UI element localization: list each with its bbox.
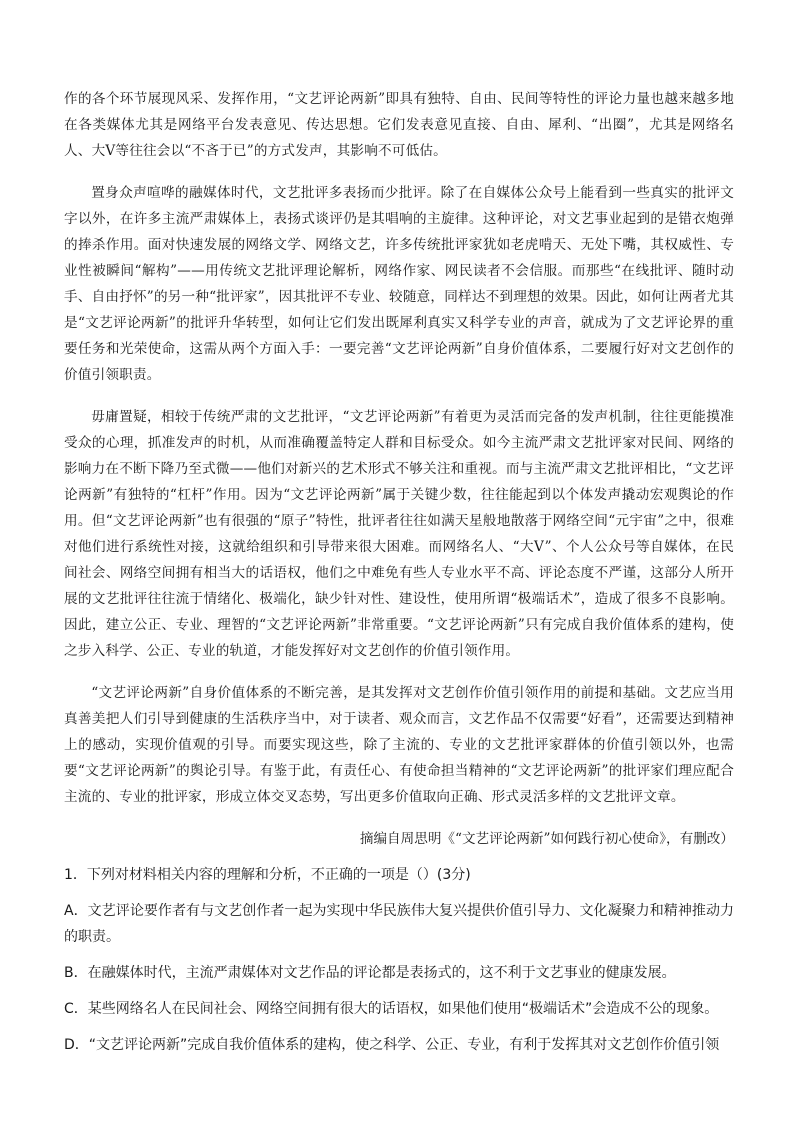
passage-paragraph-1: 作的各个环节展现风采、发挥作用，“文艺评论两新”即具有独特、自由、民间等特性的评论力量也越来越多地在各类媒体尤其是网络平台发表意见、传达思想。它们发表意见直接、自由、犀利、“出圈”，尤其是网络名人、大V等往往会以“不吝于已”的方式发声，其影响不可低估。 bbox=[64, 91, 734, 159]
passage-paragraph-4: “文艺评论两新”自身价值体系的不断完善，是其发挥对文艺创作价值引领作用的前提和基础。文艺应当用真善美把人们引导到健康的生活秩序当中，对于读者、观众而言，文艺作品不仅需要“好看”，还需要达到精神上的感动，实现价值观的引导。而要实现这些，除了主流的、专业的文艺批评家群体的价值引领以外，也需要“文艺评论两新”的舆论引导。有鉴于此，有责任心、有使命担当精神的“文艺评论两新”的批评家们理应配合主流的、专业的批评家，形成立体交叉态势，写出更多价值取向正确、形式灵活多样的文艺批评文章。 bbox=[64, 685, 734, 805]
option-c: C．某些网络名人在民间社会、网络空间拥有很大的话语权，如果他们使用“极端话术”会造成不公的现象。 bbox=[64, 1001, 719, 1017]
passage-paragraph-3: 毋庸置疑，相较于传统严肃的文艺批评，“文艺评论两新”有着更为灵活而完备的发声机制，往往更能摸准受众的心理，抓准发声的时机，从而准确覆盖特定人群和目标受众。如今主流严肃文艺批评家对民间、网络的影响力在不断下降乃至式微——他们对新兴的艺术形式不够关注和重视。而与主流严肃文艺批评相比，“文艺评论两新”有独特的“杠杆”作用。因为“文艺评论两新”属于关键少数，往往能起到以个体发声撬动宏观舆论的作用。但“文艺评论两新”也有很强的“原子”特性，批评者往往如满天星般地散落于网络空间“元宇宙”之中，很难对他们进行系统性对接，这就给组织和引导带来很大困难。而网络名人、“大V”、个人公众号等自媒体，在民间社会、网络空间拥有相当大的话语权，他们之中难免有些人专业水平不高、评论态度不严谨，这部分人所开展的文艺批评往往流于情绪化、极端化，缺少针对性、建设性，使用所谓“极端话术”，造成了很多不良影响。因此，建立公正、专业、理智的“文艺评论两新”非常重要。“文艺评论两新”只有完成自我价值体系的建构，使之步入科学、公正、专业的轨道，才能发挥好对文艺创作的价值引领作用。 bbox=[64, 409, 734, 659]
option-d: D．“文艺评论两新”完成自我价值体系的建构，使之科学、公正、专业，有利于发挥其对文艺创作价值引领 bbox=[64, 1037, 720, 1053]
option-a: A．文艺评论要作者有与文艺创作者一起为实现中华民族伟大复兴提供价值引导力、文化凝聚力和精神推动力的职责。 bbox=[64, 903, 734, 945]
passage-source: 摘编自周思明《“文艺评论两新”如何践行初心使命》，有删改） bbox=[359, 831, 734, 847]
question-stem: 1．下列对材料相关内容的理解和分析，不正确的一项是（）(3分) bbox=[64, 867, 471, 883]
document-page bbox=[64, 86, 734, 1068]
passage-paragraph-2: 置身众声喧哗的融媒体时代，文艺批评多表扬而少批评。除了在自媒体公众号上能看到一些真实的批评文字以外，在许多主流严肃媒体上，表扬式谈评仍是其唱响的主旋律。这种评论，对文艺事业起到的是错衣炮弹的捧杀作用。面对快速发展的网络文学、网络文艺，许多传统批评家犹如老虎啃天、无处下嘴，其权威性、专业性被瞬间“解构”——用传统文艺批评理论解析，网络作家、网民读者不会信服。而那些“在线批评、随时动手、自由抒怀”的另一种“批评家”，因其批评不专业、较随意，同样达不到理想的效果。因此，如何让两者尤其是“文艺评论两新”的批评升华转型，如何让它们发出既犀利真实又科学专业的声音，就成为了文艺评论界的重要任务和光荣使命，这需从两个方面入手：一要完善“文艺评论两新”自身价值体系，二要履行好对文艺创作的价值引领职责。 bbox=[64, 185, 734, 383]
option-b: B．在融媒体时代，主流严肃媒体对文艺作品的评论都是表扬式的，这不利于文艺事业的健康发展。 bbox=[64, 965, 676, 981]
